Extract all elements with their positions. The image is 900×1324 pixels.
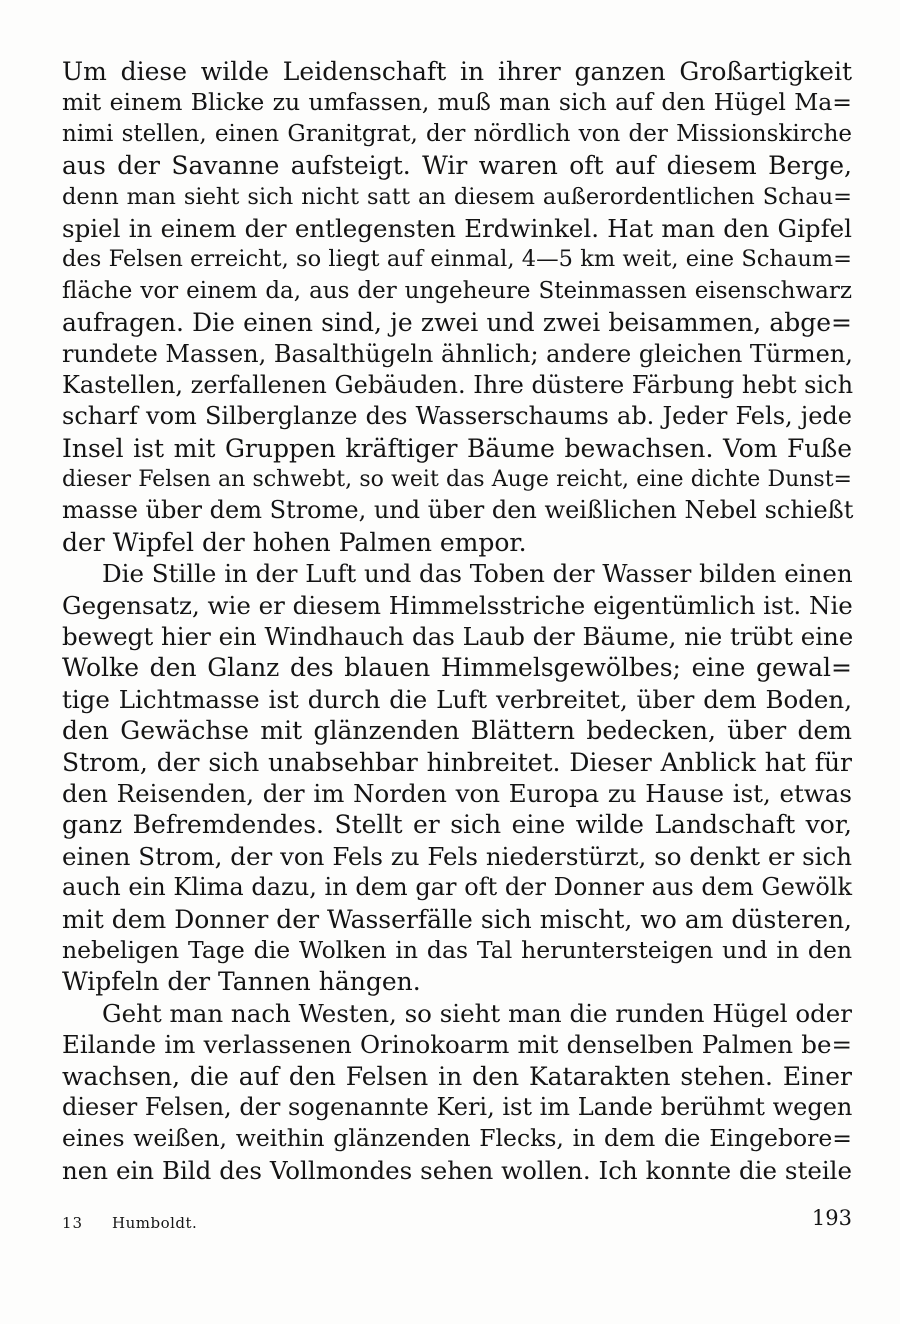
text-line: bewegt hier ein Windhauch das Laub der Bäume, nie trübt eine	[62, 622, 854, 652]
text-line: Wipfeln der Tannen hängen.	[62, 967, 421, 997]
text-line: Gegensatz, wie er diesem Himmelsstriche eigentümlich ist. Nie	[62, 590, 853, 620]
page-number: 193	[811, 1206, 852, 1230]
text-line: aus der Savanne aufsteigt. Wir waren oft auf diesem Berge,	[62, 151, 852, 181]
text-line: Insel ist mit Gruppen kräftiger Bäume bewachsen. Vom Fuße	[62, 433, 852, 463]
text-line: aufragen. Die einen sind, je zwei und zwei beisammen, abge=	[62, 308, 852, 338]
text-line: denn man sieht sich nicht satt an diesem außerordentlichen Schau=	[62, 183, 852, 210]
paragraph-2	[62, 558, 852, 997]
text-line: Kastellen, zerfallenen Gebäuden. Ihre düstere Färbung hebt sich	[62, 370, 854, 399]
text-line: spiel in einem der entlegensten Erdwinkel. Hat man den Gipfel	[62, 213, 852, 243]
text-line: Die Stille in der Luft und das Toben der Wasser bilden einen	[102, 559, 853, 589]
text-line: nen ein Bild des Vollmondes sehen wollen. Ich konnte die steile	[62, 1155, 852, 1185]
text-line: auch ein Klima dazu, in dem gar oft der Donner aus dem Gewölk	[62, 873, 852, 902]
paragraph-3	[62, 998, 852, 1186]
signature-name: Humboldt.	[112, 1214, 198, 1232]
text-line: Wolke den Glanz des blauen Himmelsgewölbes; eine gewal=	[62, 653, 852, 683]
text-line: wachsen, die auf den Felsen in den Katarakten stehen. Einer	[62, 1061, 852, 1091]
text-line: Geht man nach Westen, so sieht man die runden Hügel oder	[102, 998, 852, 1028]
page-footer	[62, 1206, 852, 1236]
text-line: nebeligen Tage die Wolken in das Tal heruntersteigen und in den	[62, 935, 852, 964]
body-text	[62, 56, 852, 1186]
text-line: Um diese wilde Leidenschaft in ihrer ganzen Großartigkeit	[62, 57, 852, 86]
text-line: dieser Felsen, der sogenannte Keri, ist im Lande berühmt wegen	[62, 1092, 853, 1121]
text-line: der Wipfel der hohen Palmen empor.	[62, 527, 527, 557]
text-line: tige Lichtmasse ist durch die Luft verbreitet, über dem Boden,	[62, 684, 852, 714]
text-line: dieser Felsen an schwebt, so weit das Auge reicht, eine dichte Dunst=	[62, 467, 852, 493]
text-line: mit dem Donner der Wasserfälle sich mischt, wo am düsteren,	[62, 904, 852, 934]
text-line: Strom, der sich unabsehbar hinbreitet. Dieser Anblick hat für	[62, 747, 852, 777]
paragraph-1	[62, 56, 852, 558]
text-line: einen Strom, der von Fels zu Fels niederstürzt, so denkt er sich	[62, 841, 852, 871]
text-line: fläche vor einem da, aus der ungeheure Steinmassen eisenschwarz	[62, 277, 852, 304]
text-line: rundete Massen, Basalthügeln ähnlich; andere gleichen Türmen,	[62, 339, 853, 368]
signature-mark: 13	[62, 1214, 84, 1232]
text-line: scharf vom Silberglanze des Wasserschaums ab. Jeder Fels, jede	[62, 402, 852, 431]
text-line: masse über dem Strome, und über den weißlichen Nebel schießt	[62, 496, 854, 525]
text-line: den Gewächse mit glänzenden Blättern bedecken, über dem	[62, 716, 852, 746]
text-line: mit einem Blicke zu umfassen, muß man sich auf den Hügel Ma=	[62, 88, 852, 117]
text-line: des Felsen erreicht, so liegt auf einmal, 4—5 km weit, eine Schaum=	[62, 246, 852, 273]
text-line: nimi stellen, einen Granitgrat, der nördlich von der Missionskirche	[62, 120, 852, 147]
text-line: Eilande im verlassenen Orinokoarm mit denselben Palmen be=	[62, 1030, 852, 1060]
text-line: den Reisenden, der im Norden von Europa zu Hause ist, etwas	[62, 778, 852, 808]
text-line: ganz Befremdendes. Stellt er sich eine wilde Landschaft vor,	[62, 810, 852, 840]
text-line: eines weißen, weithin glänzenden Flecks, in dem die Eingebore=	[62, 1124, 852, 1153]
